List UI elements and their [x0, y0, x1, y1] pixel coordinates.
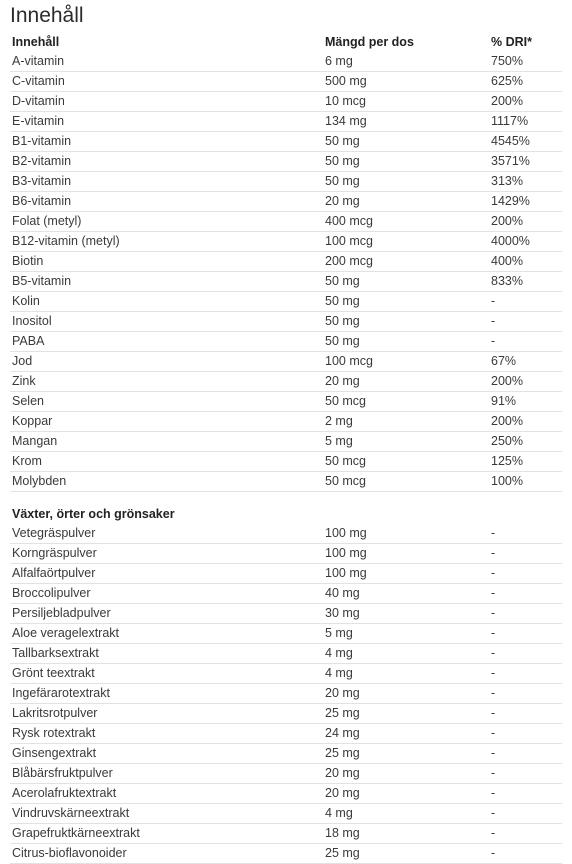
cell-dri: 1429%	[489, 192, 562, 212]
table-row	[10, 292, 562, 312]
cell-dri: -	[489, 684, 562, 704]
cell-dri: -	[489, 724, 562, 744]
table-row	[10, 272, 562, 292]
table-row	[10, 524, 562, 544]
cell-dri: 750%	[489, 52, 562, 72]
table-row	[10, 664, 562, 684]
table-row	[10, 472, 562, 492]
table-row	[10, 684, 562, 704]
table-row	[10, 804, 562, 824]
table-row	[10, 212, 562, 232]
cell-name: Selen	[10, 392, 323, 412]
cell-amount: 400 mcg	[323, 212, 489, 232]
header-name: Innehåll	[12, 35, 60, 49]
section-title: Växter, örter och grönsaker	[12, 507, 175, 521]
cell-dri: -	[489, 704, 562, 724]
cell-amount: 50 mg	[323, 132, 489, 152]
cell-dri: -	[489, 764, 562, 784]
cell-amount: 50 mg	[323, 312, 489, 332]
table-row	[10, 172, 562, 192]
cell-amount: 50 mg	[323, 332, 489, 352]
cell-amount: 4 mg	[323, 664, 489, 684]
cell-name: E-vitamin	[10, 112, 323, 132]
cell-dri: -	[489, 292, 562, 312]
cell-amount: 200 mcg	[323, 252, 489, 272]
cell-dri: 125%	[489, 452, 562, 472]
cell-dri: 313%	[489, 172, 562, 192]
cell-amount: 20 mg	[323, 684, 489, 704]
cell-amount: 40 mg	[323, 584, 489, 604]
cell-dri: -	[489, 604, 562, 624]
cell-dri: -	[489, 844, 562, 864]
cell-amount: 50 mcg	[323, 472, 489, 492]
cell-dri: -	[489, 744, 562, 764]
cell-name: B5-vitamin	[10, 272, 323, 292]
cell-amount: 50 mg	[323, 152, 489, 172]
table-row	[10, 824, 562, 844]
table-row	[10, 624, 562, 644]
cell-name: B3-vitamin	[10, 172, 323, 192]
table-row	[10, 152, 562, 172]
table-row	[10, 312, 562, 332]
cell-amount: 50 mg	[323, 172, 489, 192]
cell-name: Inositol	[10, 312, 323, 332]
cell-dri: 833%	[489, 272, 562, 292]
cell-amount: 10 mcg	[323, 92, 489, 112]
cell-amount: 100 mg	[323, 564, 489, 584]
table-row	[10, 724, 562, 744]
cell-amount: 4 mg	[323, 644, 489, 664]
table-row	[10, 352, 562, 372]
cell-dri: 100%	[489, 472, 562, 492]
cell-name: Grapefruktkärneextrakt	[10, 824, 323, 844]
cell-name: Broccolipulver	[10, 584, 323, 604]
page-title: Innehåll	[10, 4, 84, 27]
table-row	[10, 72, 562, 92]
cell-amount: 5 mg	[323, 432, 489, 452]
table-row	[10, 604, 562, 624]
header-row	[10, 33, 562, 52]
cell-dri: 3571%	[489, 152, 562, 172]
cell-amount: 20 mg	[323, 784, 489, 804]
table-row	[10, 844, 562, 864]
table-row	[10, 544, 562, 564]
cell-name: Jod	[10, 352, 323, 372]
cell-amount: 20 mg	[323, 764, 489, 784]
section-header	[10, 492, 562, 525]
cell-name: Molybden	[10, 472, 323, 492]
cell-amount: 100 mcg	[323, 352, 489, 372]
table-row	[10, 332, 562, 352]
table-row	[10, 452, 562, 472]
table-row	[10, 252, 562, 272]
table-row	[10, 784, 562, 804]
cell-dri: 625%	[489, 72, 562, 92]
cell-dri: 4545%	[489, 132, 562, 152]
cell-name: Rysk rotextrakt	[10, 724, 323, 744]
cell-dri: -	[489, 824, 562, 844]
cell-amount: 25 mg	[323, 844, 489, 864]
cell-amount: 6 mg	[323, 52, 489, 72]
cell-amount: 50 mg	[323, 272, 489, 292]
cell-name: Krom	[10, 452, 323, 472]
cell-dri: -	[489, 332, 562, 352]
cell-dri: -	[489, 784, 562, 804]
cell-dri: 1117%	[489, 112, 562, 132]
table-row	[10, 112, 562, 132]
cell-name: D-vitamin	[10, 92, 323, 112]
cell-amount: 50 mcg	[323, 452, 489, 472]
cell-name: B6-vitamin	[10, 192, 323, 212]
cell-name: Lakritsrotpulver	[10, 704, 323, 724]
section-row	[10, 492, 562, 525]
cell-name: PABA	[10, 332, 323, 352]
cell-name: Biotin	[10, 252, 323, 272]
nutrients-body	[10, 52, 562, 492]
cell-amount: 50 mcg	[323, 392, 489, 412]
header-amount: Mängd per dos	[325, 35, 414, 49]
cell-amount: 500 mg	[323, 72, 489, 92]
cell-name: Tallbarksextrakt	[10, 644, 323, 664]
table-row	[10, 644, 562, 664]
cell-name: C-vitamin	[10, 72, 323, 92]
table-row	[10, 392, 562, 412]
cell-dri: 200%	[489, 412, 562, 432]
table-row	[10, 232, 562, 252]
cell-amount: 20 mg	[323, 372, 489, 392]
cell-dri: -	[489, 584, 562, 604]
cell-dri: 200%	[489, 372, 562, 392]
table-row	[10, 192, 562, 212]
cell-dri: -	[489, 644, 562, 664]
cell-amount: 100 mg	[323, 524, 489, 544]
cell-name: Aloe veragelextrakt	[10, 624, 323, 644]
cell-dri: 250%	[489, 432, 562, 452]
cell-amount: 2 mg	[323, 412, 489, 432]
cell-amount: 134 mg	[323, 112, 489, 132]
table-row	[10, 744, 562, 764]
cell-dri: 200%	[489, 92, 562, 112]
cell-name: Citrus-bioflavonoider	[10, 844, 323, 864]
cell-amount: 100 mg	[323, 544, 489, 564]
cell-name: Persiljebladpulver	[10, 604, 323, 624]
cell-amount: 18 mg	[323, 824, 489, 844]
cell-dri: -	[489, 524, 562, 544]
cell-dri: -	[489, 312, 562, 332]
cell-amount: 20 mg	[323, 192, 489, 212]
cell-dri: 67%	[489, 352, 562, 372]
cell-amount: 50 mg	[323, 292, 489, 312]
cell-name: B2-vitamin	[10, 152, 323, 172]
cell-amount: 25 mg	[323, 744, 489, 764]
cell-dri: -	[489, 664, 562, 684]
cell-name: Vindruvskärneextrakt	[10, 804, 323, 824]
cell-name: Zink	[10, 372, 323, 392]
table-row	[10, 412, 562, 432]
cell-name: Koppar	[10, 412, 323, 432]
cell-dri: -	[489, 544, 562, 564]
cell-name: A-vitamin	[10, 52, 323, 72]
cell-name: Vetegräspulver	[10, 524, 323, 544]
cell-amount: 4 mg	[323, 804, 489, 824]
cell-name: B12-vitamin (metyl)	[10, 232, 323, 252]
cell-dri: -	[489, 804, 562, 824]
cell-name: Folat (metyl)	[10, 212, 323, 232]
cell-amount: 100 mcg	[323, 232, 489, 252]
header-dri: % DRI*	[491, 35, 532, 49]
table-row	[10, 764, 562, 784]
table-row	[10, 372, 562, 392]
cell-amount: 5 mg	[323, 624, 489, 644]
cell-dri: -	[489, 564, 562, 584]
table-row	[10, 564, 562, 584]
cell-name: Acerolafruktextrakt	[10, 784, 323, 804]
cell-amount: 30 mg	[323, 604, 489, 624]
cell-dri: -	[489, 624, 562, 644]
table-row	[10, 92, 562, 112]
table-row	[10, 704, 562, 724]
cell-name: Alfalfaörtpulver	[10, 564, 323, 584]
cell-name: Kolin	[10, 292, 323, 312]
plants-body	[10, 524, 562, 864]
cell-dri: 4000%	[489, 232, 562, 252]
cell-name: Blåbärsfruktpulver	[10, 764, 323, 784]
cell-dri: 91%	[489, 392, 562, 412]
cell-amount: 24 mg	[323, 724, 489, 744]
cell-dri: 400%	[489, 252, 562, 272]
table-row	[10, 52, 562, 72]
cell-name: Ingefärarotextrakt	[10, 684, 323, 704]
cell-name: Ginsengextrakt	[10, 744, 323, 764]
table-row	[10, 584, 562, 604]
cell-name: B1-vitamin	[10, 132, 323, 152]
table-row	[10, 432, 562, 452]
cell-name: Korngräspulver	[10, 544, 323, 564]
cell-dri: 200%	[489, 212, 562, 232]
ingredients-table	[10, 33, 562, 864]
cell-name: Mangan	[10, 432, 323, 452]
cell-name: Grönt teextrakt	[10, 664, 323, 684]
table-row	[10, 132, 562, 152]
cell-amount: 25 mg	[323, 704, 489, 724]
